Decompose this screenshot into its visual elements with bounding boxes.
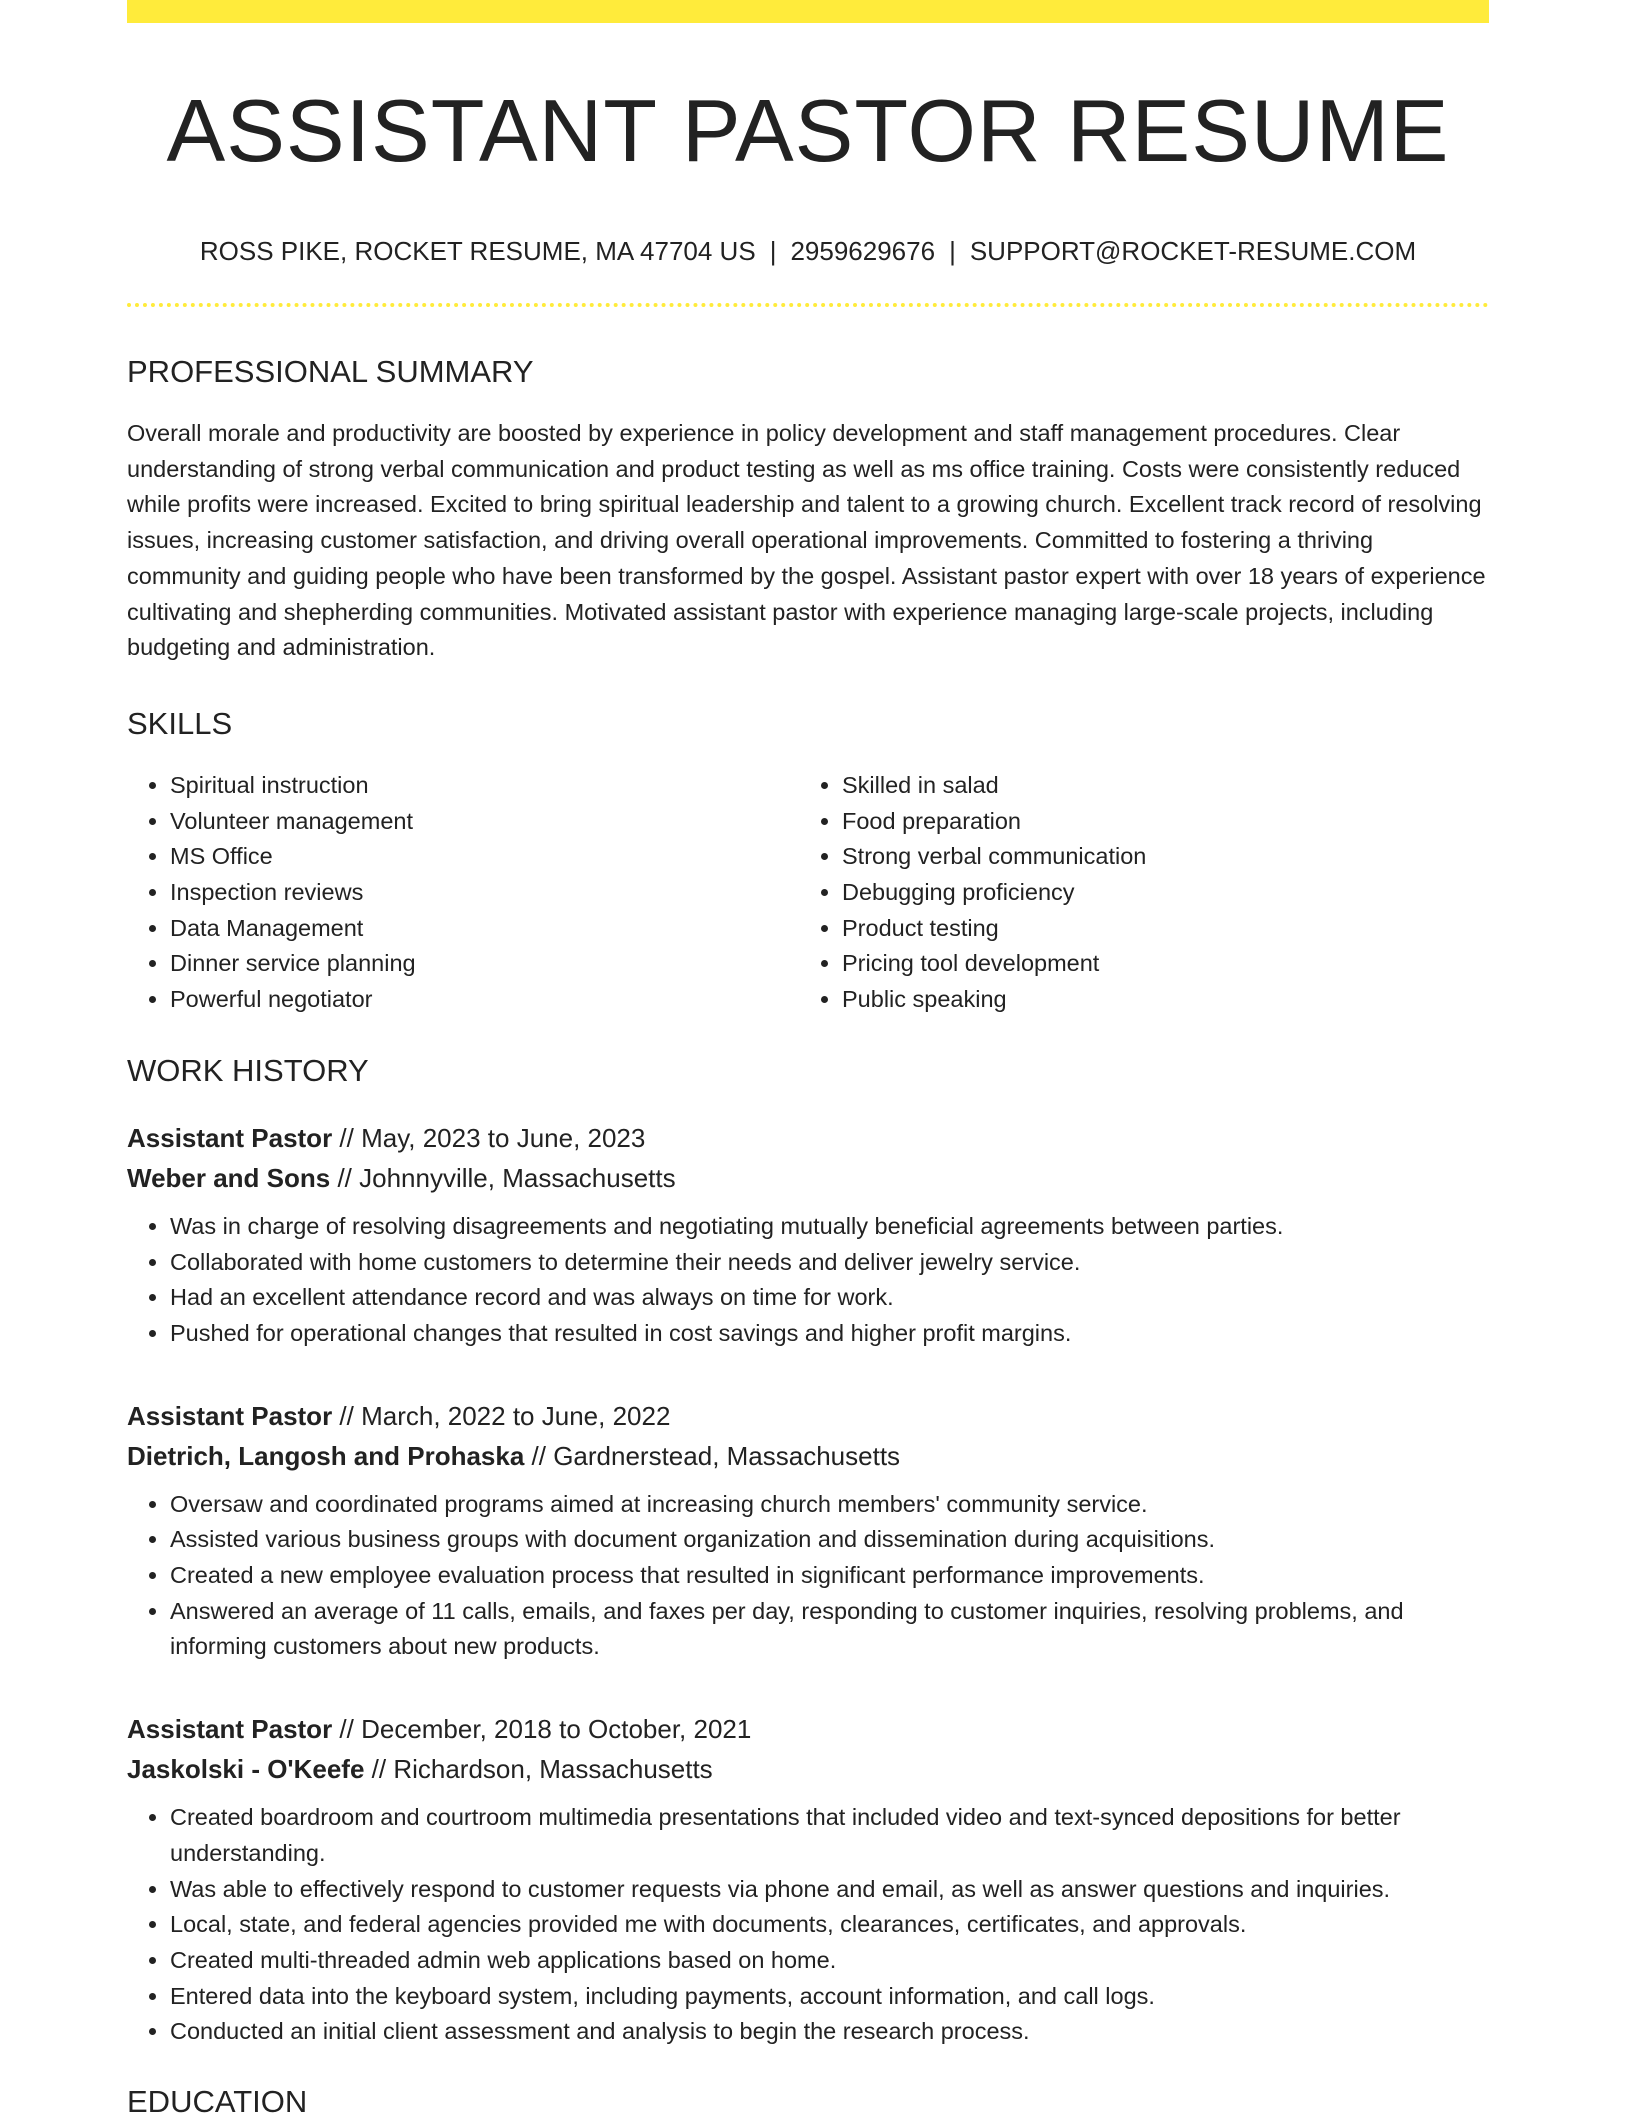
job-company-line (127, 1749, 1489, 1789)
job-bullet: • Was in charge of resolving disagreements and negotiating mutually beneficial agreements between parties. (170, 1209, 1489, 1245)
skill-item: • Pricing tool development (842, 946, 1471, 982)
job-bullet: • Answered an average of 11 calls, emails, and faxes per day, responding to customer inquiries, resolving problems, and informing customers about new products. (170, 1594, 1489, 1665)
job-title-line (127, 1396, 1489, 1436)
job-entry (127, 1709, 1489, 2050)
skill-item: • Public speaking (842, 982, 1471, 1018)
resume-page (127, 0, 1489, 2117)
professional-summary-text: Overall morale and productivity are boosted by experience in policy development and staff management procedures. Clear understanding of strong verbal communication and product testing as well as ms office training. Costs were consistently reduced while profits were increased. Excited to bring spiritual leadership and talent to a growing church. Excellent track record of resolving issues, increasing customer satisfaction, and driving overall operational improvements. Committed to fostering a thriving community and guiding people who have been transformed by the gospel. Assistant pastor expert with over 18 years of experience cultivating and shepherding communities. Motivated assistant pastor with experience managing large-scale projects, including budgeting and administration. (127, 420, 1486, 661)
job-title-line (127, 1118, 1489, 1158)
skill-item: • Inspection reviews (170, 875, 799, 911)
contact-separator: | (769, 236, 777, 266)
job-company-line (127, 1158, 1489, 1198)
work-history-heading: WORK HISTORY (127, 1052, 369, 1088)
skill-item: • Powerful negotiator (170, 982, 799, 1018)
work-history-section (127, 1052, 1489, 2050)
job-title: Assistant Pastor (127, 1122, 333, 1153)
job-dates: // March, 2022 to June, 2022 (332, 1400, 671, 1431)
skill-item: • Food preparation (842, 804, 1471, 840)
contact-phone: 2959629676 (790, 236, 936, 266)
job-dates: // December, 2018 to October, 2021 (332, 1714, 752, 1745)
professional-summary-heading: PROFESSIONAL SUMMARY (127, 354, 534, 389)
contact-line (127, 238, 1489, 264)
job-company: Jaskolski - O'Keefe (127, 1754, 365, 1785)
job-bullet: • Conducted an initial client assessment and analysis to begin the research process. (170, 2014, 1489, 2050)
job-bullet: • Collaborated with home customers to determine their needs and deliver jewelry service. (170, 1245, 1489, 1281)
skills-columns (127, 768, 1489, 1018)
job-bullet: • Created boardroom and courtroom multimedia presentations that included video and text-synced depositions for better understanding. (170, 1800, 1489, 1871)
skill-item: • Data Management (170, 911, 799, 947)
skills-section (127, 705, 1489, 1018)
skills-heading: SKILLS (127, 705, 233, 741)
job-company: Weber and Sons (127, 1162, 331, 1193)
education-section (127, 2086, 1489, 2117)
job-location: // Richardson, Massachusetts (364, 1754, 713, 1785)
skill-item: • Product testing (842, 911, 1471, 947)
job-entry (127, 1118, 1489, 1352)
job-title: Assistant Pastor (127, 1400, 333, 1431)
job-bullet: • Was able to effectively respond to customer requests via phone and email, as well as answer questions and inquiries. (170, 1872, 1489, 1908)
job-dates: // May, 2023 to June, 2023 (332, 1122, 646, 1153)
skill-item: • Skilled in salad (842, 768, 1471, 804)
job-bullets (127, 1487, 1489, 1666)
skill-item: • MS Office (170, 839, 799, 875)
job-bullet: • Had an excellent attendance record and was always on time for work. (170, 1280, 1489, 1316)
contact-separator: | (949, 236, 956, 266)
skills-list-right (799, 768, 1471, 1018)
job-location: // Gardnerstead, Massachusetts (524, 1440, 901, 1471)
job-bullet: • Assisted various business groups with document organization and dissemination during acquisitions. (170, 1522, 1489, 1558)
job-entry (127, 1396, 1489, 1666)
job-company: Dietrich, Langosh and Prohaska (127, 1440, 525, 1471)
skill-item: • Dinner service planning (170, 946, 799, 982)
skill-item: • Volunteer management (170, 804, 799, 840)
job-bullet: • Oversaw and coordinated programs aimed at increasing church members' community service. (170, 1487, 1489, 1523)
job-bullets (127, 1209, 1489, 1352)
resume-title: ASSISTANT PASTOR RESUME (166, 81, 1450, 180)
job-bullet: • Created a new employee evaluation process that resulted in significant performance improvements. (170, 1558, 1489, 1594)
skill-item: • Spiritual instruction (170, 768, 799, 804)
job-bullet: • Pushed for operational changes that resulted in cost savings and higher profit margins. (170, 1316, 1489, 1352)
skills-list-left (127, 768, 799, 1018)
skill-item: • Strong verbal communication (842, 839, 1471, 875)
job-company-line (127, 1436, 1489, 1476)
education-heading: EDUCATION (127, 2084, 308, 2119)
dotted-divider (127, 303, 1489, 307)
contact-address: ROSS PIKE, ROCKET RESUME, MA 47704 US (199, 236, 756, 266)
job-title: Assistant Pastor (127, 1714, 333, 1745)
job-bullet: • Entered data into the keyboard system, including payments, account information, and call logs. (170, 1979, 1489, 2015)
job-location: // Johnnyville, Massachusetts (330, 1162, 676, 1193)
job-bullet: • Local, state, and federal agencies provided me with documents, clearances, certificates, and approvals. (170, 1907, 1489, 1943)
professional-summary-section (127, 356, 1489, 666)
skill-item: • Debugging proficiency (842, 875, 1471, 911)
accent-top-bar (127, 0, 1489, 23)
job-bullets (127, 1800, 1489, 2050)
job-bullet: • Created multi-threaded admin web applications based on home. (170, 1943, 1489, 1979)
contact-email: SUPPORT@ROCKET-RESUME.COM (969, 236, 1417, 266)
job-title-line (127, 1709, 1489, 1749)
